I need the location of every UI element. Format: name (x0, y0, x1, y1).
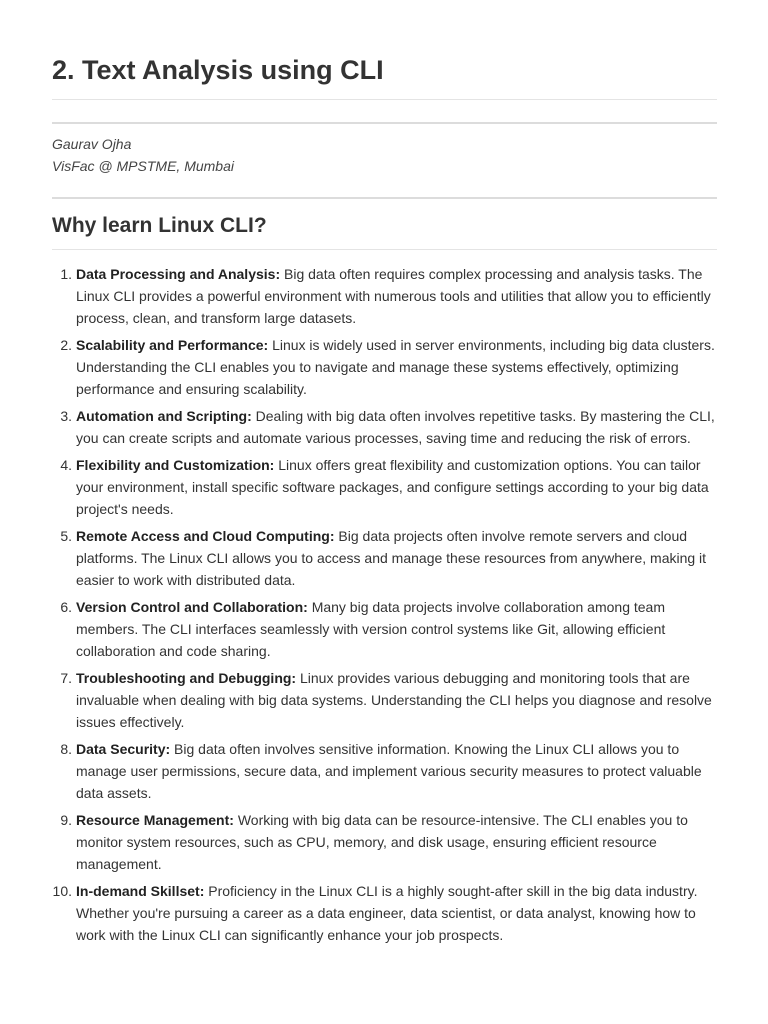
list-item-number: 3. (60, 408, 72, 424)
list-item (52, 525, 717, 591)
list-item-title: Troubleshooting and Debugging: (76, 670, 297, 686)
list-item-number: 5. (60, 528, 72, 544)
list-item (52, 454, 717, 520)
list-item-text: Many big data projects involve collaboration among team members. The CLI interfaces seamlessly with version control systems like Git, allowing efficient collaboration and code sharing. (76, 599, 666, 659)
reasons-list (52, 263, 717, 946)
list-item-title: Remote Access and Cloud Computing: (76, 528, 335, 544)
list-item-number: 1. (60, 266, 72, 282)
list-item (52, 263, 717, 329)
list-item (52, 738, 717, 804)
list-item (52, 596, 717, 662)
author-affiliation: VisFac @ MPSTME, Mumbai (52, 158, 234, 174)
list-item-number: 2. (60, 337, 72, 353)
list-item-text: Linux is widely used in server environments, including big data clusters. Understanding the CLI enables you to navigate and manage these systems effectively, optimizing performance and ensuring scalability. (76, 337, 715, 397)
list-item (52, 667, 717, 733)
author-bottom-divider (52, 197, 717, 199)
list-item (52, 809, 717, 875)
list-item-title: Scalability and Performance: (76, 337, 269, 353)
list-item-text: Linux offers great flexibility and customization options. You can tailor your environment, install specific software packages, and configure settings according to your big data project's needs. (76, 457, 709, 517)
author-top-divider (52, 122, 717, 124)
list-item-title: Flexibility and Customization: (76, 457, 275, 473)
list-item-title: Data Processing and Analysis: (76, 266, 281, 282)
list-item-text: Dealing with big data often involves repetitive tasks. By mastering the CLI, you can create scripts and automate various processes, saving time and reducing the risk of errors. (76, 408, 715, 446)
author-block (52, 133, 717, 177)
section-heading: Why learn Linux CLI? (52, 214, 267, 237)
list-item-title: Resource Management: (76, 812, 234, 828)
section-divider (52, 249, 717, 250)
list-item-number: 6. (60, 599, 72, 615)
list-item (52, 880, 717, 946)
list-item-title: In-demand Skillset: (76, 883, 205, 899)
list-item-number: 10. (52, 883, 72, 899)
title-divider (52, 99, 717, 100)
list-item-text: Big data projects often involve remote servers and cloud platforms. The Linux CLI allows you to access and manage these resources from anywhere, making it easier to work with distributed data. (76, 528, 707, 588)
list-item-text: Linux provides various debugging and monitoring tools that are invaluable when dealing with big data systems. Understanding the CLI helps you diagnose and resolve issues effectively. (76, 670, 712, 730)
list-item (52, 334, 717, 400)
list-item-number: 4. (60, 457, 72, 473)
list-item-text: Big data often involves sensitive information. Knowing the Linux CLI allows you to manage user permissions, secure data, and implement various security measures to protect valuable data assets. (76, 741, 702, 801)
list-item-text: Proficiency in the Linux CLI is a highly sought-after skill in the big data industry. Whether you're pursuing a career as a data engineer, data scientist, or data analyst, knowing how to work with the Linux CLI can significantly enhance your job prospects. (76, 883, 698, 943)
list-item-number: 9. (60, 812, 72, 828)
list-item-title: Automation and Scripting: (76, 408, 252, 424)
list-item (52, 405, 717, 449)
list-item-number: 7. (60, 670, 72, 686)
list-item-number: 8. (60, 741, 72, 757)
list-item-title: Version Control and Collaboration: (76, 599, 308, 615)
list-item-title: Data Security: (76, 741, 171, 757)
author-name: Gaurav Ojha (52, 136, 132, 152)
list-item-text: Working with big data can be resource-intensive. The CLI enables you to monitor system resources, such as CPU, memory, and disk usage, ensuring efficient resource management. (76, 812, 688, 872)
list-item-text: Big data often requires complex processing and analysis tasks. The Linux CLI provides a powerful environment with numerous tools and utilities that allow you to efficiently process, clean, and transform large datasets. (76, 266, 711, 326)
page-title: 2. Text Analysis using CLI (52, 55, 384, 85)
